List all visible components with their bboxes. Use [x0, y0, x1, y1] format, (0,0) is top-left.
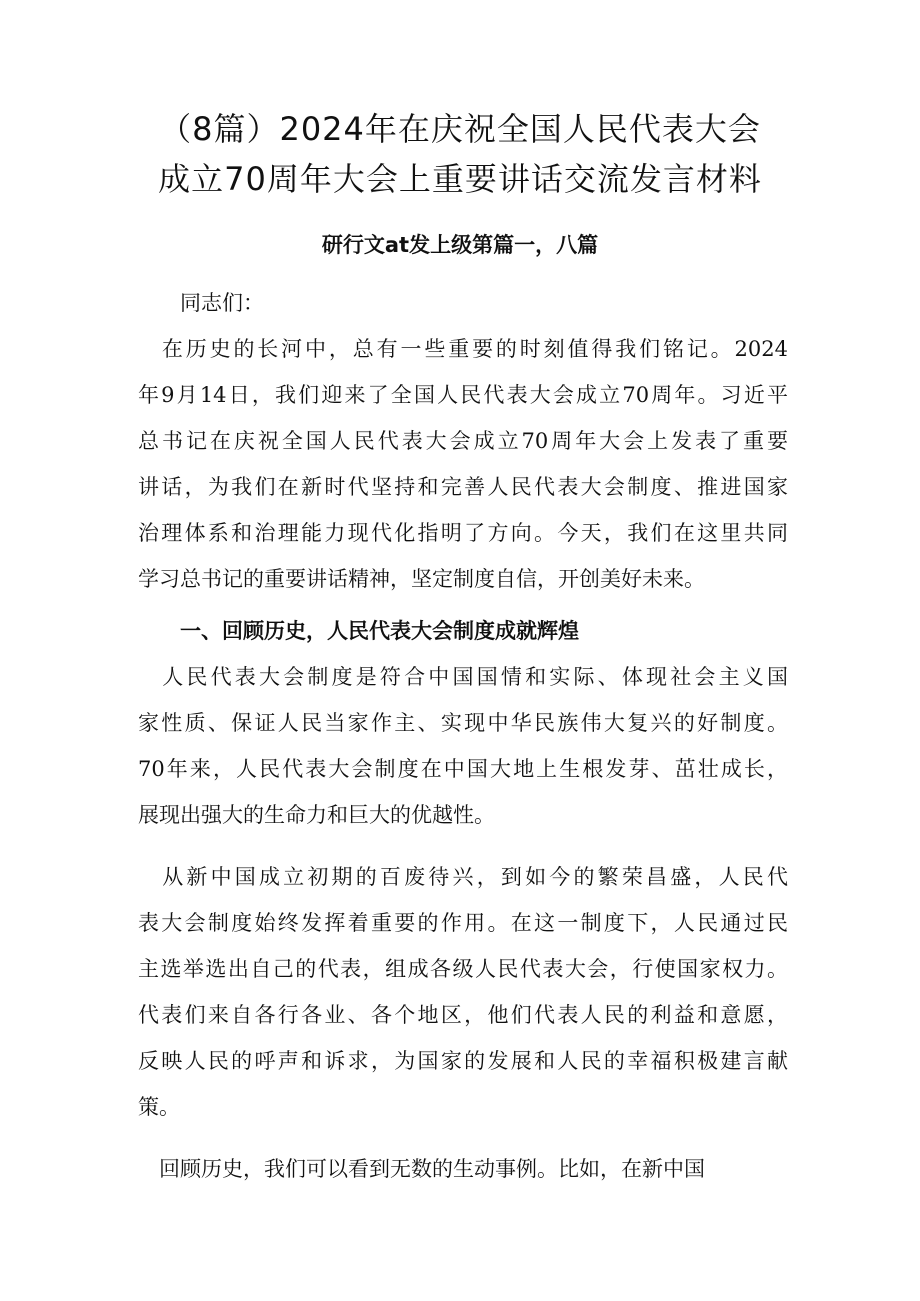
paragraph-1-line: 学习总书记的重要讲话精神，坚定制度自信，开创美好未来。 [138, 567, 705, 591]
paragraph-1-line: 在历史的长河中，总有一些重要的时刻值得我们铭记。2024 [138, 337, 788, 361]
paragraph-3-line: 从新中国成立初期的百废待兴，到如今的繁荣昌盛，人民代 [138, 865, 788, 889]
paragraph-1-line: 年9月14日，我们迎来了全国人民代表大会成立70周年。习近平 [138, 383, 788, 407]
paragraph-4-line: 回顾历史，我们可以看到无数的生动事例。比如，在新中国 [138, 1157, 705, 1181]
document-subtitle: 研行文at发上级第篇一，八篇 [321, 233, 599, 257]
paragraph-3-line: 主选举选出自己的代表，组成各级人民代表大会，行使国家权力。 [138, 957, 788, 981]
paragraph-gap [138, 1130, 788, 1146]
paragraph-1-line: 总书记在庆祝全国人民代表大会成立70周年大会上发表了重要 [138, 429, 788, 453]
paragraph-3-line: 策。 [138, 1095, 180, 1119]
title-line-2: 成立70周年大会上重要讲话交流发言材料 [158, 160, 762, 198]
document-title [120, 104, 800, 204]
salutation: 同志们： [180, 291, 264, 315]
paragraph-3-line: 反映人民的呼声和诉求，为国家的发展和人民的幸福积极建言献 [138, 1049, 788, 1073]
paragraph-2-line: 人民代表大会制度是符合中国国情和实际、体现社会主义国 [138, 665, 788, 689]
title-line-1: （8篇）2024年在庆祝全国人民代表大会 [159, 110, 761, 148]
paragraph-1-line: 讲话，为我们在新时代坚持和完善人民代表大会制度、推进国家 [138, 475, 788, 499]
paragraph-1 [138, 326, 788, 602]
paragraph-gap [138, 838, 788, 854]
paragraph-2-line: 70年来，人民代表大会制度在中国大地上生根发芽、茁壮成长， [138, 757, 788, 781]
document-body [138, 280, 788, 1192]
paragraph-2-line: 展现出强大的生命力和巨大的优越性。 [138, 803, 495, 827]
paragraph-2 [138, 654, 788, 838]
paragraph-3-line: 表大会制度始终发挥着重要的作用。在这一制度下，人民通过民 [138, 911, 788, 935]
paragraph-4 [138, 1146, 788, 1192]
paragraph-3-line: 代表们来自各行各业、各个地区，他们代表人民的利益和意愿， [138, 1003, 788, 1027]
section-heading-1: 一、回顾历史，人民代表大会制度成就辉煌 [180, 619, 579, 643]
paragraph-3 [138, 854, 788, 1130]
paragraph-1-line: 治理体系和治理能力现代化指明了方向。今天，我们在这里共同 [138, 521, 788, 545]
paragraph-2-line: 家性质、保证人民当家作主、实现中华民族伟大复兴的好制度。 [138, 711, 788, 735]
